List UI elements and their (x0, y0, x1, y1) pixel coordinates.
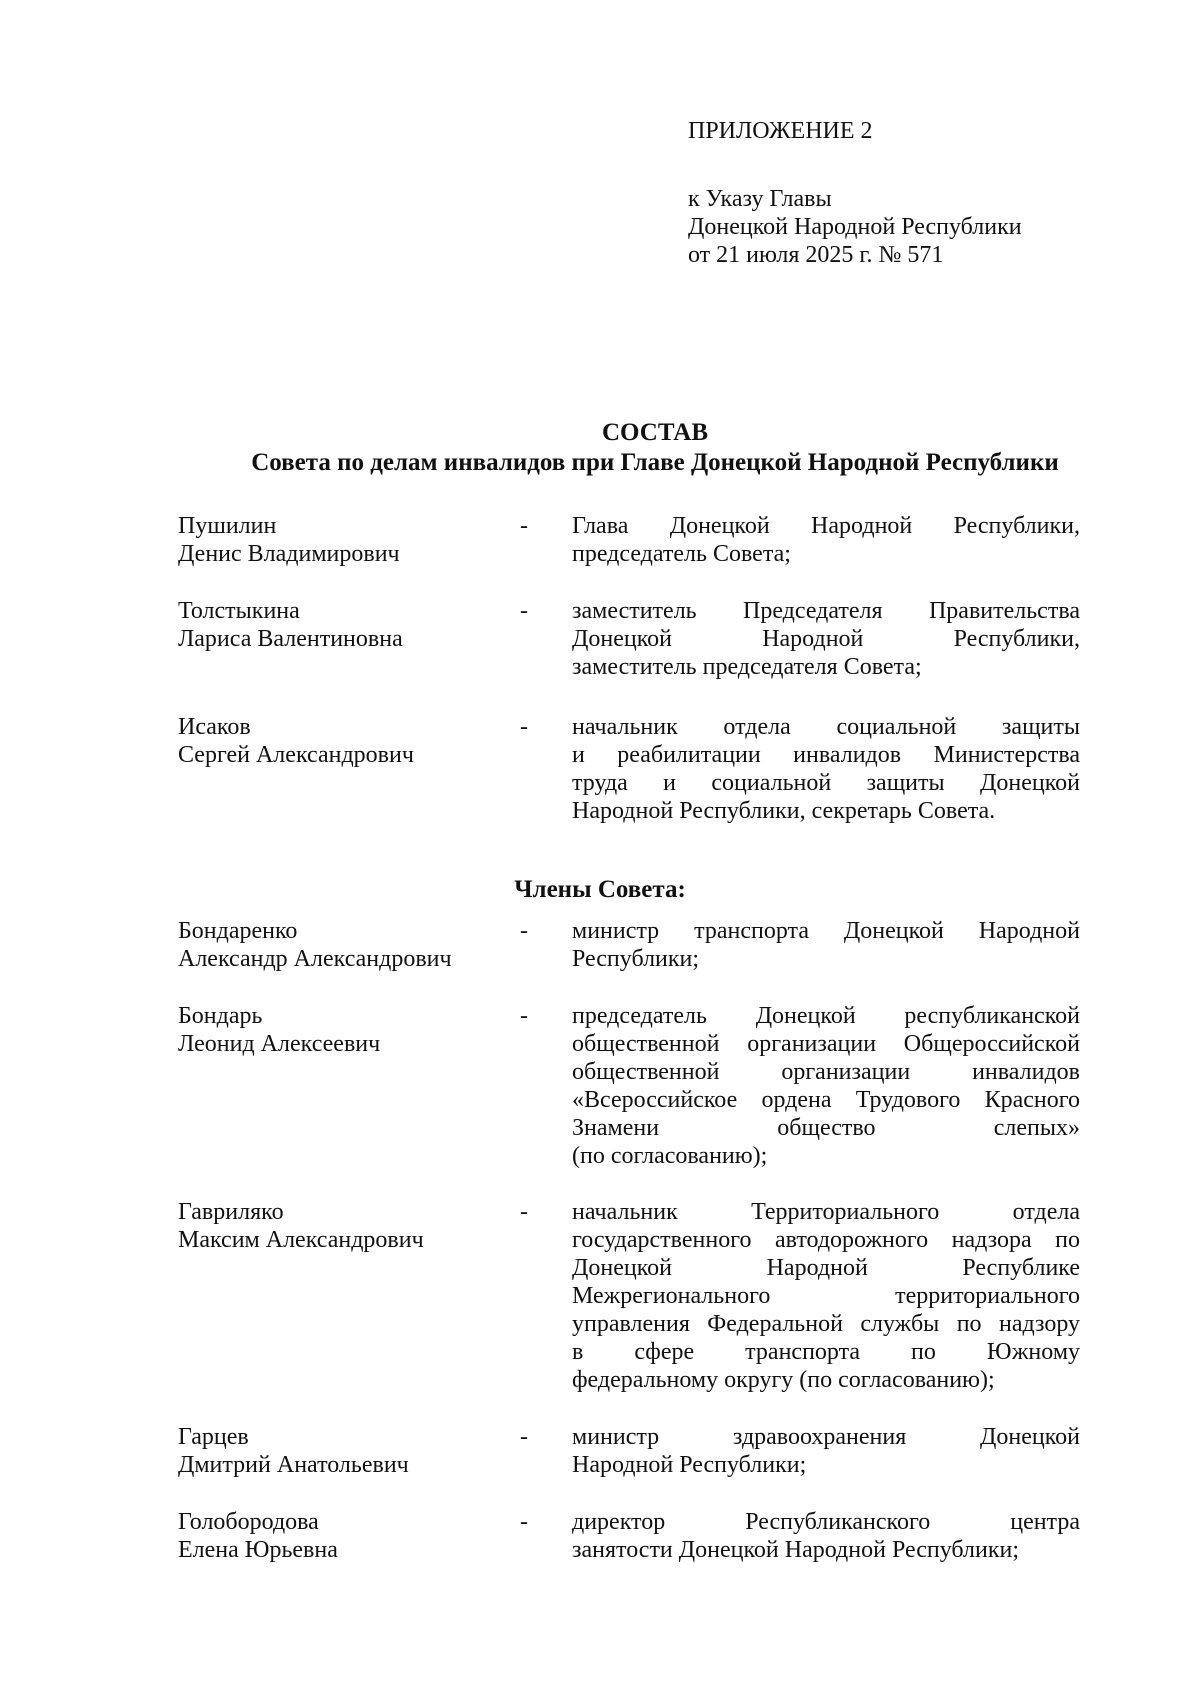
role-line: Донецкой Народной Республике (572, 1255, 1080, 1281)
appendix-title: ПРИЛОЖЕНИЕ 2 (688, 118, 873, 144)
person-given-name: Максим Александрович (178, 1227, 424, 1253)
separator-dash: - (520, 1424, 528, 1450)
separator-dash: - (520, 714, 528, 740)
person-name (178, 512, 508, 568)
decree-reference-line: от 21 июля 2025 г. № 571 (688, 242, 944, 268)
role-line: общественной организации Общероссийской (572, 1031, 1080, 1057)
person-surname: Голобородова (178, 1509, 319, 1535)
role-line: министр транспорта Донецкой Народной (572, 918, 1080, 944)
decree-reference (688, 185, 1022, 269)
person-role (572, 1002, 1080, 1170)
person-given-name: Елена Юрьевна (178, 1537, 338, 1563)
person-surname: Гарцев (178, 1424, 249, 1450)
separator-dash: - (520, 513, 528, 539)
person-given-name: Дмитрий Анатольевич (178, 1452, 409, 1478)
person-role (572, 1423, 1080, 1479)
person-surname: Исаков (178, 714, 251, 740)
role-line: Народной Республики, секретарь Совета. (572, 798, 996, 824)
role-line: федеральному округу (по согласованию); (572, 1367, 995, 1393)
role-line: занятости Донецкой Народной Республики; (572, 1537, 1020, 1563)
document-subheading: Совета по делам инвалидов при Главе Донецкой Народной Республики (251, 449, 1059, 476)
role-line: государственного автодорожного надзора по (572, 1227, 1080, 1253)
person-role (572, 917, 1080, 973)
role-line: министр здравоохранения Донецкой (572, 1424, 1080, 1450)
separator-dash: - (520, 918, 528, 944)
role-line: заместитель Председателя Правительства (572, 598, 1080, 624)
role-line: и реабилитации инвалидов Министерства (572, 742, 1080, 768)
person-given-name: Лариса Валентиновна (178, 626, 403, 652)
person-name (178, 597, 508, 653)
person-role (572, 1198, 1080, 1394)
document-title (180, 418, 1130, 478)
person-name (178, 713, 508, 769)
person-name (178, 1198, 508, 1254)
separator-dash: - (520, 1003, 528, 1029)
role-line: директор Республиканского центра (572, 1509, 1080, 1535)
person-surname: Пушилин (178, 513, 277, 539)
person-given-name: Сергей Александрович (178, 742, 414, 768)
person-name (178, 1423, 508, 1479)
role-line: «Всероссийское ордена Трудового Красного (572, 1087, 1080, 1113)
role-line: в сфере транспорта по Южному (572, 1339, 1080, 1365)
person-name (178, 917, 508, 973)
person-role (572, 1508, 1080, 1564)
decree-reference-line: Донецкой Народной Республики (688, 214, 1022, 240)
person-surname: Толстыкина (178, 598, 300, 624)
role-line: Глава Донецкой Народной Республики, (572, 513, 1080, 539)
members-heading: Члены Совета: (514, 876, 686, 903)
document-heading: СОСТАВ (601, 419, 709, 446)
role-line: труда и социальной защиты Донецкой (572, 770, 1080, 796)
role-line: общественной организации инвалидов (572, 1059, 1080, 1085)
person-given-name: Леонид Алексеевич (178, 1031, 381, 1057)
person-surname: Бондаренко (178, 918, 298, 944)
role-line: Народной Республики; (572, 1452, 807, 1478)
role-line: Межрегионального территориального (572, 1283, 1080, 1309)
person-role (572, 713, 1080, 825)
decree-reference-line: к Указу Главы (688, 186, 832, 212)
role-line: председатель Донецкой республиканской (572, 1003, 1080, 1029)
person-surname: Бондарь (178, 1003, 263, 1029)
person-role (572, 512, 1080, 568)
separator-dash: - (520, 598, 528, 624)
person-name (178, 1002, 508, 1058)
role-line: управления Федеральной службы по надзору (572, 1311, 1080, 1337)
person-given-name: Александр Александрович (178, 946, 452, 972)
role-line: Знамени общество слепых» (572, 1115, 1080, 1141)
person-name (178, 1508, 508, 1564)
role-line: начальник Территориального отдела (572, 1199, 1080, 1225)
person-surname: Гавриляко (178, 1199, 284, 1225)
separator-dash: - (520, 1199, 528, 1225)
person-given-name: Денис Владимирович (178, 541, 400, 567)
role-line: Республики; (572, 946, 700, 972)
separator-dash: - (520, 1509, 528, 1535)
role-line: начальник отдела социальной защиты (572, 714, 1080, 740)
role-line: заместитель председателя Совета; (572, 654, 922, 680)
role-line: (по согласованию); (572, 1143, 768, 1169)
role-line: Донецкой Народной Республики, (572, 626, 1080, 652)
person-role (572, 597, 1080, 681)
role-line: председатель Совета; (572, 541, 791, 567)
